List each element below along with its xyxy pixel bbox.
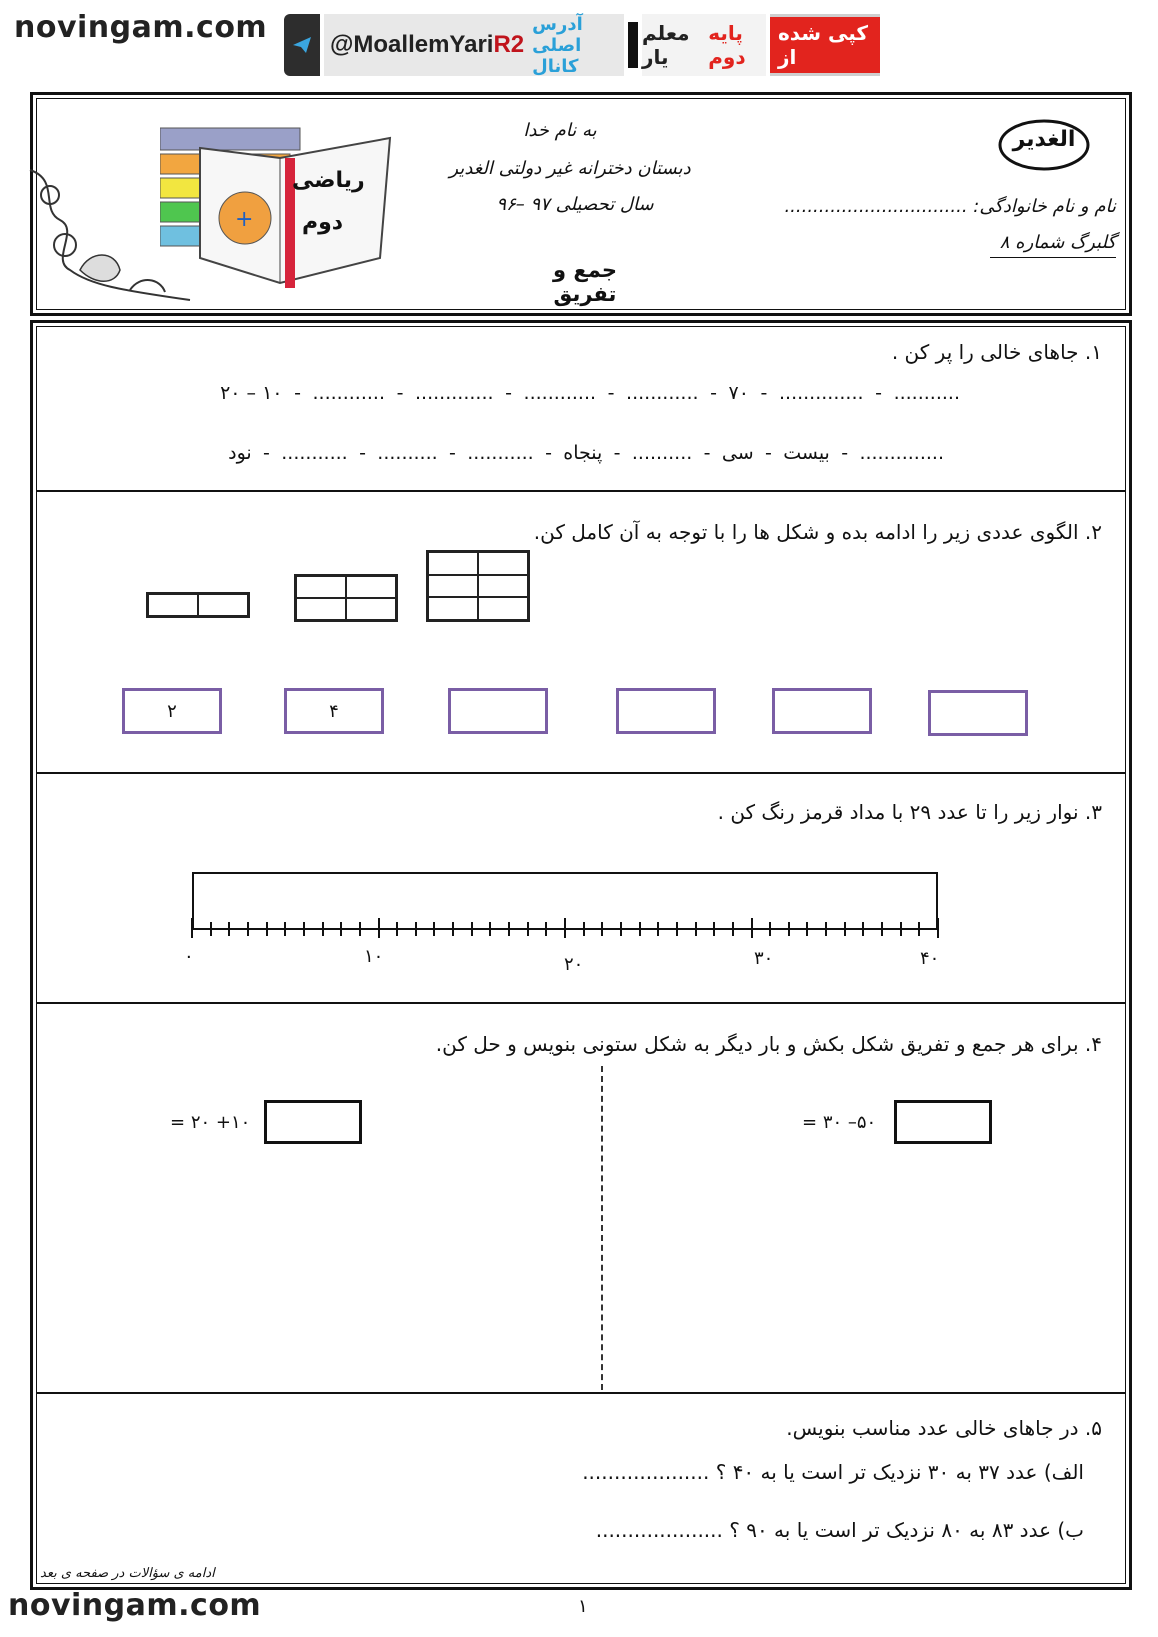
tick-mark xyxy=(825,922,827,936)
tick-mark xyxy=(340,922,342,936)
tick-mark xyxy=(284,922,286,936)
tick-mark xyxy=(788,922,790,936)
tick-mark xyxy=(303,922,305,936)
pattern-box[interactable] xyxy=(616,688,716,734)
q1-sep: - xyxy=(841,442,849,464)
tick-mark xyxy=(713,922,715,936)
tick-mark xyxy=(620,922,622,936)
tick-mark xyxy=(452,922,454,936)
q1-sep: - xyxy=(875,382,882,404)
student-name-field[interactable] xyxy=(784,196,1116,217)
q1-sep: - xyxy=(710,382,717,404)
page-number: ۱ xyxy=(578,1596,588,1617)
q1-sep: - xyxy=(263,442,270,464)
q1-r1-item: .............. xyxy=(778,382,864,404)
tick-label: ۲۰ xyxy=(564,954,584,975)
q1-sep: - xyxy=(545,442,552,464)
q1-row1 xyxy=(220,382,960,404)
name-label: نام و نام خانوادگی: xyxy=(973,196,1116,217)
tick-mark xyxy=(266,922,268,936)
watermark-top: novingam.com xyxy=(14,10,268,45)
q1-r2-item: ........... xyxy=(281,442,348,464)
divider-q2-q3 xyxy=(36,772,1126,774)
q1-sep: - xyxy=(449,442,456,464)
q1-sep: - xyxy=(760,382,768,404)
bismillah: به نام خدا xyxy=(523,120,597,141)
right-answer-box[interactable] xyxy=(894,1100,992,1144)
q1-sep: - xyxy=(505,382,512,404)
book-title-2: دوم xyxy=(302,210,344,235)
tick-mark xyxy=(527,922,529,936)
q1-sep: - xyxy=(703,442,711,464)
tick-mark xyxy=(639,922,641,936)
sheet-number: گلبرگ شماره ۸ xyxy=(990,232,1116,258)
tick-mark xyxy=(695,922,697,936)
school-logo xyxy=(994,115,1094,175)
q1-sep: - xyxy=(607,382,615,404)
copied-from-badge: کپی شده از xyxy=(770,14,880,76)
tick-mark xyxy=(545,922,547,936)
tick-mark xyxy=(806,922,808,936)
q1-title: ۱. جاهای خالی را پر کن . xyxy=(891,340,1102,364)
right-equation: ۵۰– ۳۰ = xyxy=(802,1112,877,1133)
channel-handle-box xyxy=(324,14,624,76)
tick-mark xyxy=(732,922,734,936)
banner-divider xyxy=(628,22,638,68)
q5-part-a[interactable]: الف) عدد ۳۷ به ۳۰ نزدیک تر است یا به ۴۰ ؟ .................... xyxy=(582,1460,1084,1484)
q1-r2-item: .............. xyxy=(859,442,944,464)
pattern-box[interactable]: ۴ xyxy=(284,688,384,734)
q1-r1-item: ۱۰ – ۲۰ xyxy=(220,382,283,404)
channel-address-label: آدرس اصلی کانال xyxy=(532,13,583,77)
math-book-illustration xyxy=(160,118,400,298)
q1-r2-item: نود xyxy=(228,442,252,464)
q1-sep: - xyxy=(613,442,621,464)
q1-row2 xyxy=(228,442,944,464)
pattern-shape-1 xyxy=(146,592,250,618)
q1-r1-item: ............ xyxy=(312,382,385,404)
q1-r2-item: سی xyxy=(721,442,754,464)
q4-column-divider xyxy=(601,1066,603,1390)
logo-text: الغدیر xyxy=(1012,127,1076,152)
pattern-shape-3 xyxy=(426,550,530,622)
tick-mark xyxy=(769,922,771,936)
tick-mark xyxy=(322,922,324,936)
q1-r1-item: ............ xyxy=(626,382,699,404)
tick-mark xyxy=(751,918,753,938)
telegram-icon xyxy=(284,14,320,76)
continue-note: ادامه ی سؤالات در صفحه ی بعد xyxy=(40,1566,215,1581)
q1-sep: - xyxy=(765,442,772,464)
number-line-ticks xyxy=(192,918,938,938)
q1-r2-item: .......... xyxy=(631,442,693,464)
tick-mark xyxy=(918,922,920,936)
tick-mark xyxy=(378,918,380,938)
q5-title: ۵. در جاهای خالی عدد مناسب بنویس. xyxy=(786,1416,1102,1440)
school-name: دبستان دخترانه غیر دولتی الغدیر xyxy=(449,158,691,179)
tick-mark xyxy=(228,922,230,936)
svg-text:+: + xyxy=(235,207,254,232)
divider-q1-q2 xyxy=(36,490,1126,492)
q1-r1-item: ........... xyxy=(893,382,960,404)
watermark-bottom: novingam.com xyxy=(8,1588,262,1623)
book-title-1: ریاضی xyxy=(292,168,365,193)
tick-mark xyxy=(601,922,603,936)
tick-mark xyxy=(433,922,435,936)
pattern-box[interactable] xyxy=(928,690,1028,736)
q1-sep: - xyxy=(359,442,366,464)
tick-label: ۱۰ xyxy=(364,946,384,967)
tick-mark xyxy=(471,922,473,936)
tick-mark xyxy=(881,922,883,936)
channel-handle: @MoallemYariR2 xyxy=(330,31,525,58)
divider-q4-q5 xyxy=(36,1392,1126,1394)
tick-mark xyxy=(210,922,212,936)
tick-label: ۴۰ xyxy=(920,948,940,969)
tick-mark xyxy=(583,922,585,936)
q4-title: ۴. برای هر جمع و تفریق شکل بکش و بار دیگر به شکل ستونی بنویس و حل کن. xyxy=(435,1032,1102,1056)
academic-year: سال تحصیلی ۹۷ –۹۶ xyxy=(496,194,654,215)
tick-mark xyxy=(900,922,902,936)
tick-mark xyxy=(191,918,193,938)
q5-part-b[interactable]: ب) عدد ۸۳ به ۸۰ نزدیک تر است یا به ۹۰ ؟ .................... xyxy=(595,1518,1084,1542)
pattern-box[interactable] xyxy=(448,688,548,734)
q1-r2-item: ........... xyxy=(467,442,534,464)
pattern-box[interactable]: ۲ xyxy=(122,688,222,734)
tick-mark xyxy=(676,922,678,936)
left-equation: ۱۰+ ۲۰ = xyxy=(170,1112,251,1133)
worksheet-topic: جمع و تفریق xyxy=(553,258,617,306)
name-dots: ................................ xyxy=(784,196,968,217)
tick-label: ۳۰ xyxy=(754,948,774,969)
tick-label: ۰ xyxy=(184,946,194,967)
tick-mark xyxy=(937,918,939,938)
left-answer-box[interactable] xyxy=(264,1100,362,1144)
tick-mark xyxy=(657,922,659,936)
q1-r1-item: ............ xyxy=(523,382,597,404)
q2-title: ۲. الگوی عددی زیر را ادامه بده و شکل ها را با توجه به آن کامل کن. xyxy=(533,520,1102,544)
q1-sep: - xyxy=(294,382,301,404)
q1-r2-item: پنجاه xyxy=(563,442,603,464)
pattern-box[interactable] xyxy=(772,688,872,734)
q1-r1-item: ............. xyxy=(415,382,494,404)
tick-mark xyxy=(396,922,398,936)
tick-mark xyxy=(564,918,566,938)
tick-mark xyxy=(844,922,846,936)
q1-r2-item: بیست xyxy=(783,442,830,464)
divider-q3-q4 xyxy=(36,1002,1126,1004)
q1-r2-item: .......... xyxy=(377,442,438,464)
q1-r1-item: ۷۰ xyxy=(728,382,749,404)
tick-mark xyxy=(489,922,491,936)
tick-mark xyxy=(247,922,249,936)
channel-banner[interactable] xyxy=(284,14,882,76)
pattern-shape-2 xyxy=(294,574,398,622)
tick-mark xyxy=(359,922,361,936)
tick-mark xyxy=(862,922,864,936)
tick-mark xyxy=(508,922,510,936)
tick-mark xyxy=(415,922,417,936)
q1-sep: - xyxy=(396,382,404,404)
channel-name: معلم یار پایه دوم xyxy=(642,14,766,76)
q3-title: ۳. نوار زیر را تا عدد ۲۹ با مداد قرمز رنگ کن . xyxy=(717,800,1102,824)
